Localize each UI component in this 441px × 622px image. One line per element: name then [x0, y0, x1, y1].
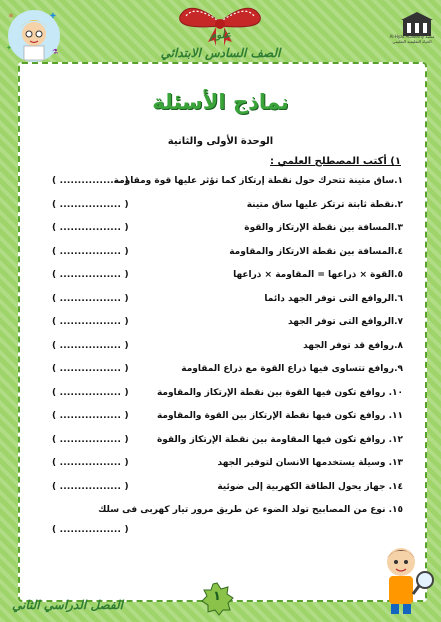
answer-blank[interactable]: ( ................. )	[52, 223, 129, 233]
question-row	[32, 241, 409, 265]
question-text: ١.ساق متينة تتحرك حول نقطة إرتكاز كما تؤثر عليها قوة ومقاومة	[113, 176, 403, 186]
question-text: ١٥. نوع من المصابيح تولد الضوء عن طريق مرور تيار كهربى فى سلك	[98, 505, 403, 515]
grade-label: الصف السادس الابتدائي	[160, 46, 281, 60]
answer-blank[interactable]: ( ................. )	[52, 270, 129, 280]
question-text: ١٢. روافع تكون فيها المقاومة بين نقطة الإرتكاز والقوة	[156, 434, 403, 445]
question-row	[32, 405, 409, 429]
question-row	[32, 194, 409, 218]
section-header: ١) أكتب المصطلح العلمي :	[269, 156, 401, 167]
academy-logo-caption: Al-Hyat Academy منصة الحياة التعليمية التعليمي	[389, 34, 435, 44]
answer-blank[interactable]: ( ................. )	[52, 199, 129, 210]
question-row	[32, 170, 409, 194]
svg-text:✦: ✦	[6, 44, 12, 52]
answer-blank[interactable]: ( ................. )	[52, 525, 129, 535]
subject-label: علوم	[210, 30, 231, 41]
answer-blank[interactable]: ( ................. )	[52, 364, 129, 374]
question-row	[32, 288, 409, 312]
question-row	[32, 382, 409, 406]
page-number: ١	[213, 589, 221, 604]
question-text: ٤.المسافة بين نقطة الارتكاز والمقاومة	[229, 246, 403, 257]
question-row	[32, 311, 409, 335]
question-row	[32, 452, 409, 476]
answer-blank[interactable]: ( ................. )	[52, 458, 129, 468]
question-row	[32, 429, 409, 453]
answer-blank[interactable]: ( ................. )	[52, 434, 129, 445]
answer-blank[interactable]: ( ................. )	[52, 176, 129, 186]
question-text: ٨.روافع قد توفر الجهد	[303, 340, 403, 351]
question-text: ١٠. روافع تكون فيها القوة بين نقطة الإرتكاز والمقاومة	[156, 387, 403, 398]
answer-blank[interactable]: ( ................. )	[52, 387, 129, 398]
question-row	[32, 264, 409, 288]
answer-blank[interactable]: ( ................. )	[52, 411, 129, 421]
question-row	[32, 358, 409, 382]
footer-term-label: الفصل الدراسي الثاني	[12, 598, 123, 612]
kid-with-magnifier-illustration	[371, 540, 437, 616]
question-text: ٣.المسافة بين نقطة الإرتكاز والقوة	[244, 223, 403, 233]
question-text: ١١. روافع تكون فيها نقطة الإرتكاز بين القوة والمقاومة	[156, 411, 403, 421]
question-row	[32, 217, 409, 241]
answer-blank[interactable]: ( ................. )	[52, 317, 129, 327]
question-text: ٢.نقطة ثابتة ترتكز عليها ساق متينة	[246, 199, 403, 210]
ribbon-bow-decoration	[170, 2, 270, 52]
question-text: ١٣. وسيلة يستخدمها الانسان لتوفير الجهد	[217, 458, 403, 468]
unit-title: الوحدة الأولى والثانية	[167, 136, 274, 147]
page-title: نماذج الأسئلة	[152, 90, 289, 114]
question-text: ٥.القوة × ذراعها = المقاومة × ذراعها	[233, 270, 403, 280]
question-row	[32, 476, 409, 500]
answer-blank[interactable]: ( ................. )	[52, 481, 129, 492]
answer-blank[interactable]: ( ................. )	[52, 340, 129, 351]
question-text: ٦.الروافع التى توفر الجهد دائما	[264, 293, 403, 304]
svg-text:✚: ✚	[50, 12, 56, 20]
question-text: ١٤. جهاز يحول الطاقة الكهربية إلى ضوئية	[217, 481, 403, 492]
question-list	[32, 170, 409, 539]
svg-text:⚛: ⚛	[8, 12, 15, 20]
question-row	[32, 335, 409, 359]
svg-text:⚗: ⚗	[52, 48, 59, 56]
question-text: ٩.روافع تتساوى فيها ذراع القوة مع ذراع المقاومة	[181, 364, 403, 374]
question-row	[32, 499, 409, 539]
question-text: ٧.الروافع التى توفر الجهد	[288, 317, 403, 327]
answer-blank[interactable]: ( ................. )	[52, 293, 129, 304]
answer-blank[interactable]: ( ................. )	[52, 246, 129, 257]
